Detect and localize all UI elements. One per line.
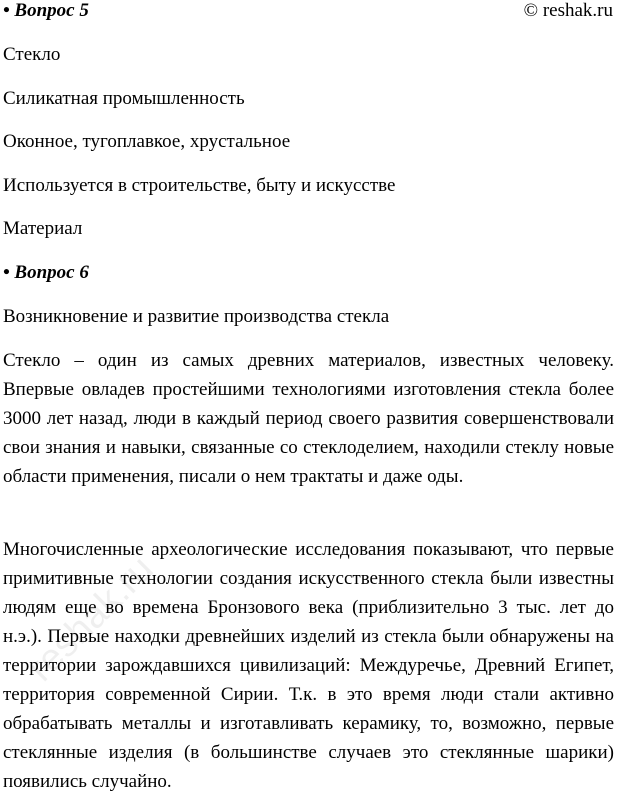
answer-line: Стекло	[3, 44, 61, 65]
answer-line: Материал	[3, 218, 83, 239]
question-5-heading: • Вопрос 5	[3, 0, 89, 21]
watermark: reshak.ru	[20, 547, 162, 690]
question-6-heading: • Вопрос 6	[3, 262, 89, 283]
answer-line: Оконное, тугоплавкое, хрустальное	[3, 131, 291, 152]
essay-paragraph: Многочисленные археологические исследования показывают, что первые примитивные технологии создания искусственного стекла были известны людям еще во времена Бронзового века (приблизительно 3 тыс. лет до н.э.). Первые находки древнейших изделий из стекла были обнаружены на территории зарождавшихся цивилизаций: Междуречье, Древний Египет, территория современной Сирии. Т.к. в это время люди стали активно обрабатывать металлы и изготавливать керамику, то, возможно, первые стеклянные изделия (в большинстве случаев это стеклянные шарики) появились случайно.	[3, 539, 614, 792]
answer-line: Используется в строительстве, быту и искусстве	[3, 175, 396, 196]
answer-line: Силикатная промышленность	[3, 88, 245, 109]
copyright-notice: © reshak.ru	[523, 0, 613, 21]
essay-paragraph: Стекло – один из самых древних материалов, известных человеку. Впервые овладев простейшими технологиями изготовления стекла более 3000 лет назад, люди в каждый период своего развития совершенствовали свои знания и навыки, связанные со стеклоделием, находили стеклу новые области применения, писали о нем трактаты и даже оды.	[3, 350, 614, 487]
essay-title: Возникновение и развитие производства стекла	[3, 306, 390, 327]
